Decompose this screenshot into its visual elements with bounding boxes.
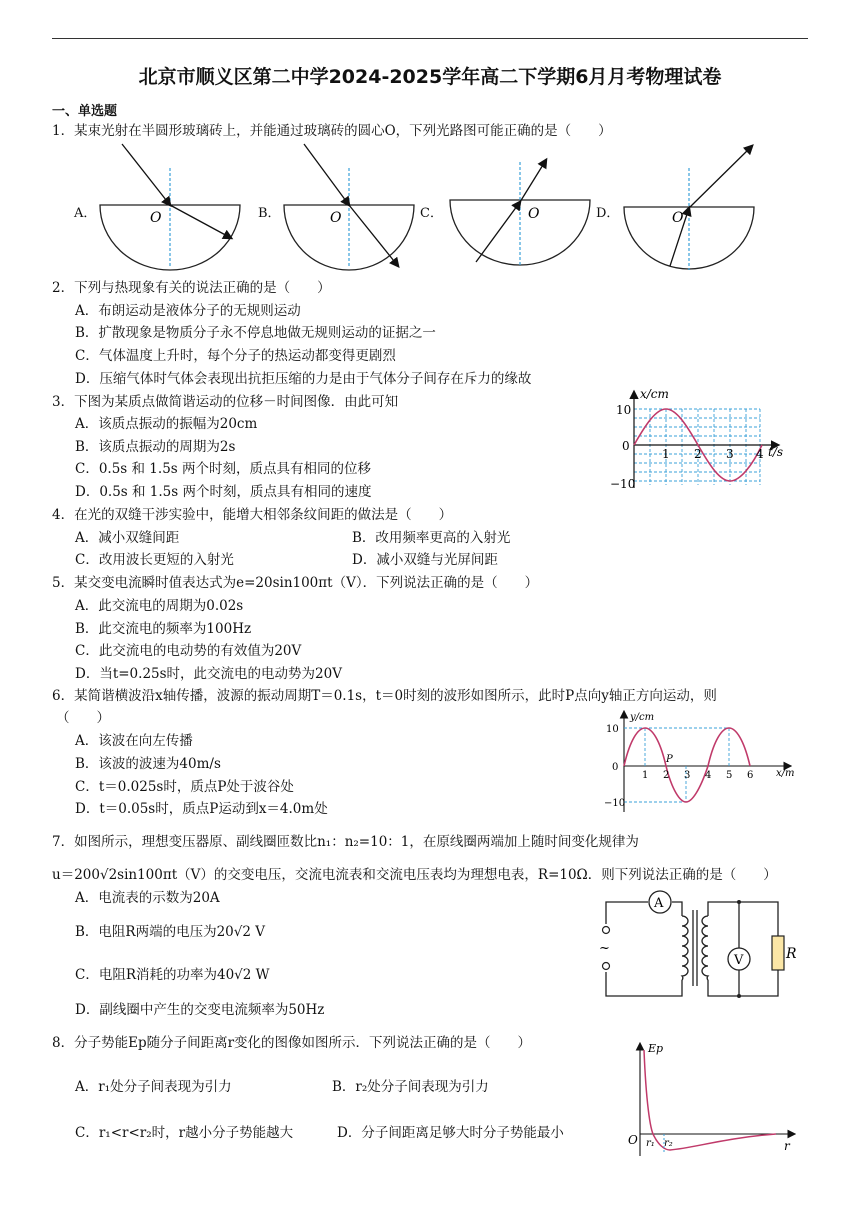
q2-option-d: D．压缩气体时气体会表现出抗拒压缩的力是由于气体分子间存在斥力的缘故 [75,371,532,387]
q1-label-a: A． [74,206,97,221]
q8-potential-graph [624,1040,804,1160]
q5-option-d: D．当t=0.25s时，此交流电的电动势为20V [75,666,342,682]
question-3-stem: 3．下图为某质点做简谐运动的位移－时间图像．由此可知 [52,394,399,410]
q4-option-a: A．减小双缝间距 [75,530,180,546]
q6-wave-graph [604,708,800,816]
q6-ytick-neg10: −10 [604,798,626,809]
q7-option-c: C．电阻R消耗的功率为40√2 W [75,967,270,983]
top-rule [52,38,808,39]
q7-option-a: A．电流表的示数为20A [75,890,220,906]
q6-point-p: P [666,754,673,765]
q3-ytick-10: 10 [616,403,632,417]
q1-label-c: C． [420,206,443,221]
q6-xtick-2: 2 [663,770,670,781]
q6-option-d: D．t＝0.05s时，质点P运动到x＝4.0m处 [75,801,328,817]
q6-xlabel: x/m [776,768,795,779]
q1-diagram-c [446,140,596,275]
q3-xtick-2: 2 [694,447,702,461]
q8-xlabel: r [784,1139,790,1153]
question-7-stem: 7．如图所示，理想变压器原、副线圈匝数比n₁：n₂=10：1，在原线圈两端加上随时间变化规律为 [52,834,639,850]
q6-xtick-6: 6 [747,770,754,781]
question-5-stem: 5．某交变电流瞬时值表达式为e=20sin100πt（V）．下列说法正确的是（ ） [52,575,539,591]
q4-option-d: D．减小双缝与光屏间距 [352,552,498,568]
question-2-stem: 2．下列与热现象有关的说法正确的是（ ） [52,280,331,296]
q7-ammeter-label: A [654,896,664,911]
q4-option-c: C．改用波长更短的入射光 [75,552,234,568]
q1-diagram-a [96,140,246,275]
q1-diagram-d [620,140,770,275]
q7-option-b: B．电阻R两端的电压为20√2 V [75,924,265,940]
q6-xtick-1: 1 [642,770,649,781]
q8-option-b: B．r₂处分子间表现为引力 [332,1079,489,1095]
q6-ylabel: y/cm [630,712,655,723]
page-title: 北京市顺义区第二中学2024-2025学年高二下学期6月月考物理试卷 [138,66,722,88]
q8-origin: O [628,1133,638,1147]
question-4-stem: 4．在光的双缝干涉实验中，能增大相邻条纹间距的做法是（ ） [52,507,453,523]
q6-option-a: A．该波在向左传播 [75,733,193,749]
q3-option-b: B．该质点振动的周期为2s [75,439,236,455]
q1-c-center: O [528,206,540,222]
q3-xlabel: t/s [768,445,784,459]
q1-label-b: B． [258,206,281,221]
q2-option-c: C．气体温度上升时，每个分子的热运动都变得更剧烈 [75,348,396,364]
q8-option-d: D．分子间距离足够大时分子势能最小 [337,1125,564,1141]
q8-ylabel: Ep [648,1042,664,1055]
q1-diagram-b [280,140,430,275]
question-6-stem: 6．某简谐横波沿x轴传播，波源的振动周期T＝0.1s，t＝0时刻的波形如图所示，此时P点向y轴正方向运动，则 [52,688,717,704]
q7-resistor-label: R [786,946,797,962]
q8-option-a: A．r₁处分子间表现为引力 [75,1079,232,1095]
q6-xtick-4: 4 [705,770,712,781]
q6-xtick-5: 5 [726,770,733,781]
q7-voltmeter-label: V [734,953,744,968]
q6-ytick-10: 10 [606,724,619,735]
q8-r1-label: r₁ [646,1138,655,1149]
q7-option-d: D．副线圈中产生的交变电流频率为50Hz [75,1002,325,1018]
q3-xt-graph [610,388,790,498]
q1-d-center: O [672,210,684,226]
question-8-stem: 8．分子势能Ep随分子间距离r变化的图像如图所示．下列说法正确的是（ ） [52,1035,532,1051]
q1-b-center: O [330,210,342,226]
question-1-stem: 1．某束光射在半圆形玻璃砖上，并能通过玻璃砖的圆心O，下列光路图可能正确的是（ ） [52,123,612,139]
q8-option-c: C．r₁<r<r₂时，r越小分子势能越大 [75,1125,294,1141]
question-6-stem-cont: （ ） [56,710,110,726]
q5-option-b: B．此交流电的频率为100Hz [75,621,252,637]
q1-label-d: D． [596,206,620,221]
q3-option-d: D．0.5s 和 1.5s 两个时刻，质点具有相同的速度 [75,484,372,500]
q6-xtick-3: 3 [684,770,691,781]
q5-option-c: C．此交流电的电动势的有效值为20V [75,643,302,659]
q3-xtick-4: 4 [756,447,764,461]
q3-xtick-1: 1 [662,447,670,461]
q3-xtick-3: 3 [726,447,734,461]
q6-option-c: C．t＝0.025s时，质点P处于波谷处 [75,779,294,795]
q3-option-c: C．0.5s 和 1.5s 两个时刻，质点具有相同的位移 [75,461,371,477]
q6-option-b: B．该波的波速为40m/s [75,756,221,772]
q3-option-a: A．该质点振动的振幅为20cm [75,416,258,432]
q8-r2-label: r₂ [664,1138,673,1149]
q1-a-center: O [150,210,162,226]
question-7-stem-cont: u＝200√2sin100πt（V）的交变电压，交流电流表和交流电压表均为理想电表，R=10Ω．则下列说法正确的是（ ） [52,867,777,883]
q5-option-a: A．此交流电的周期为0.02s [75,598,244,614]
q6-ytick-0: 0 [612,762,619,773]
q7-source-symbol: ~ [599,941,610,956]
q2-option-a: A．布朗运动是液体分子的无规则运动 [75,303,301,319]
q3-ylabel: x/cm [640,387,669,401]
section-heading: 一、单选题 [52,104,118,119]
q4-option-b: B．改用频率更高的入射光 [352,530,511,546]
q3-ytick-neg10: −10 [610,477,636,491]
q3-ytick-0: 0 [622,439,630,453]
q2-option-b: B．扩散现象是物质分子永不停息地做无规则运动的证据之一 [75,325,436,341]
q7-transformer-circuit [596,886,806,1006]
